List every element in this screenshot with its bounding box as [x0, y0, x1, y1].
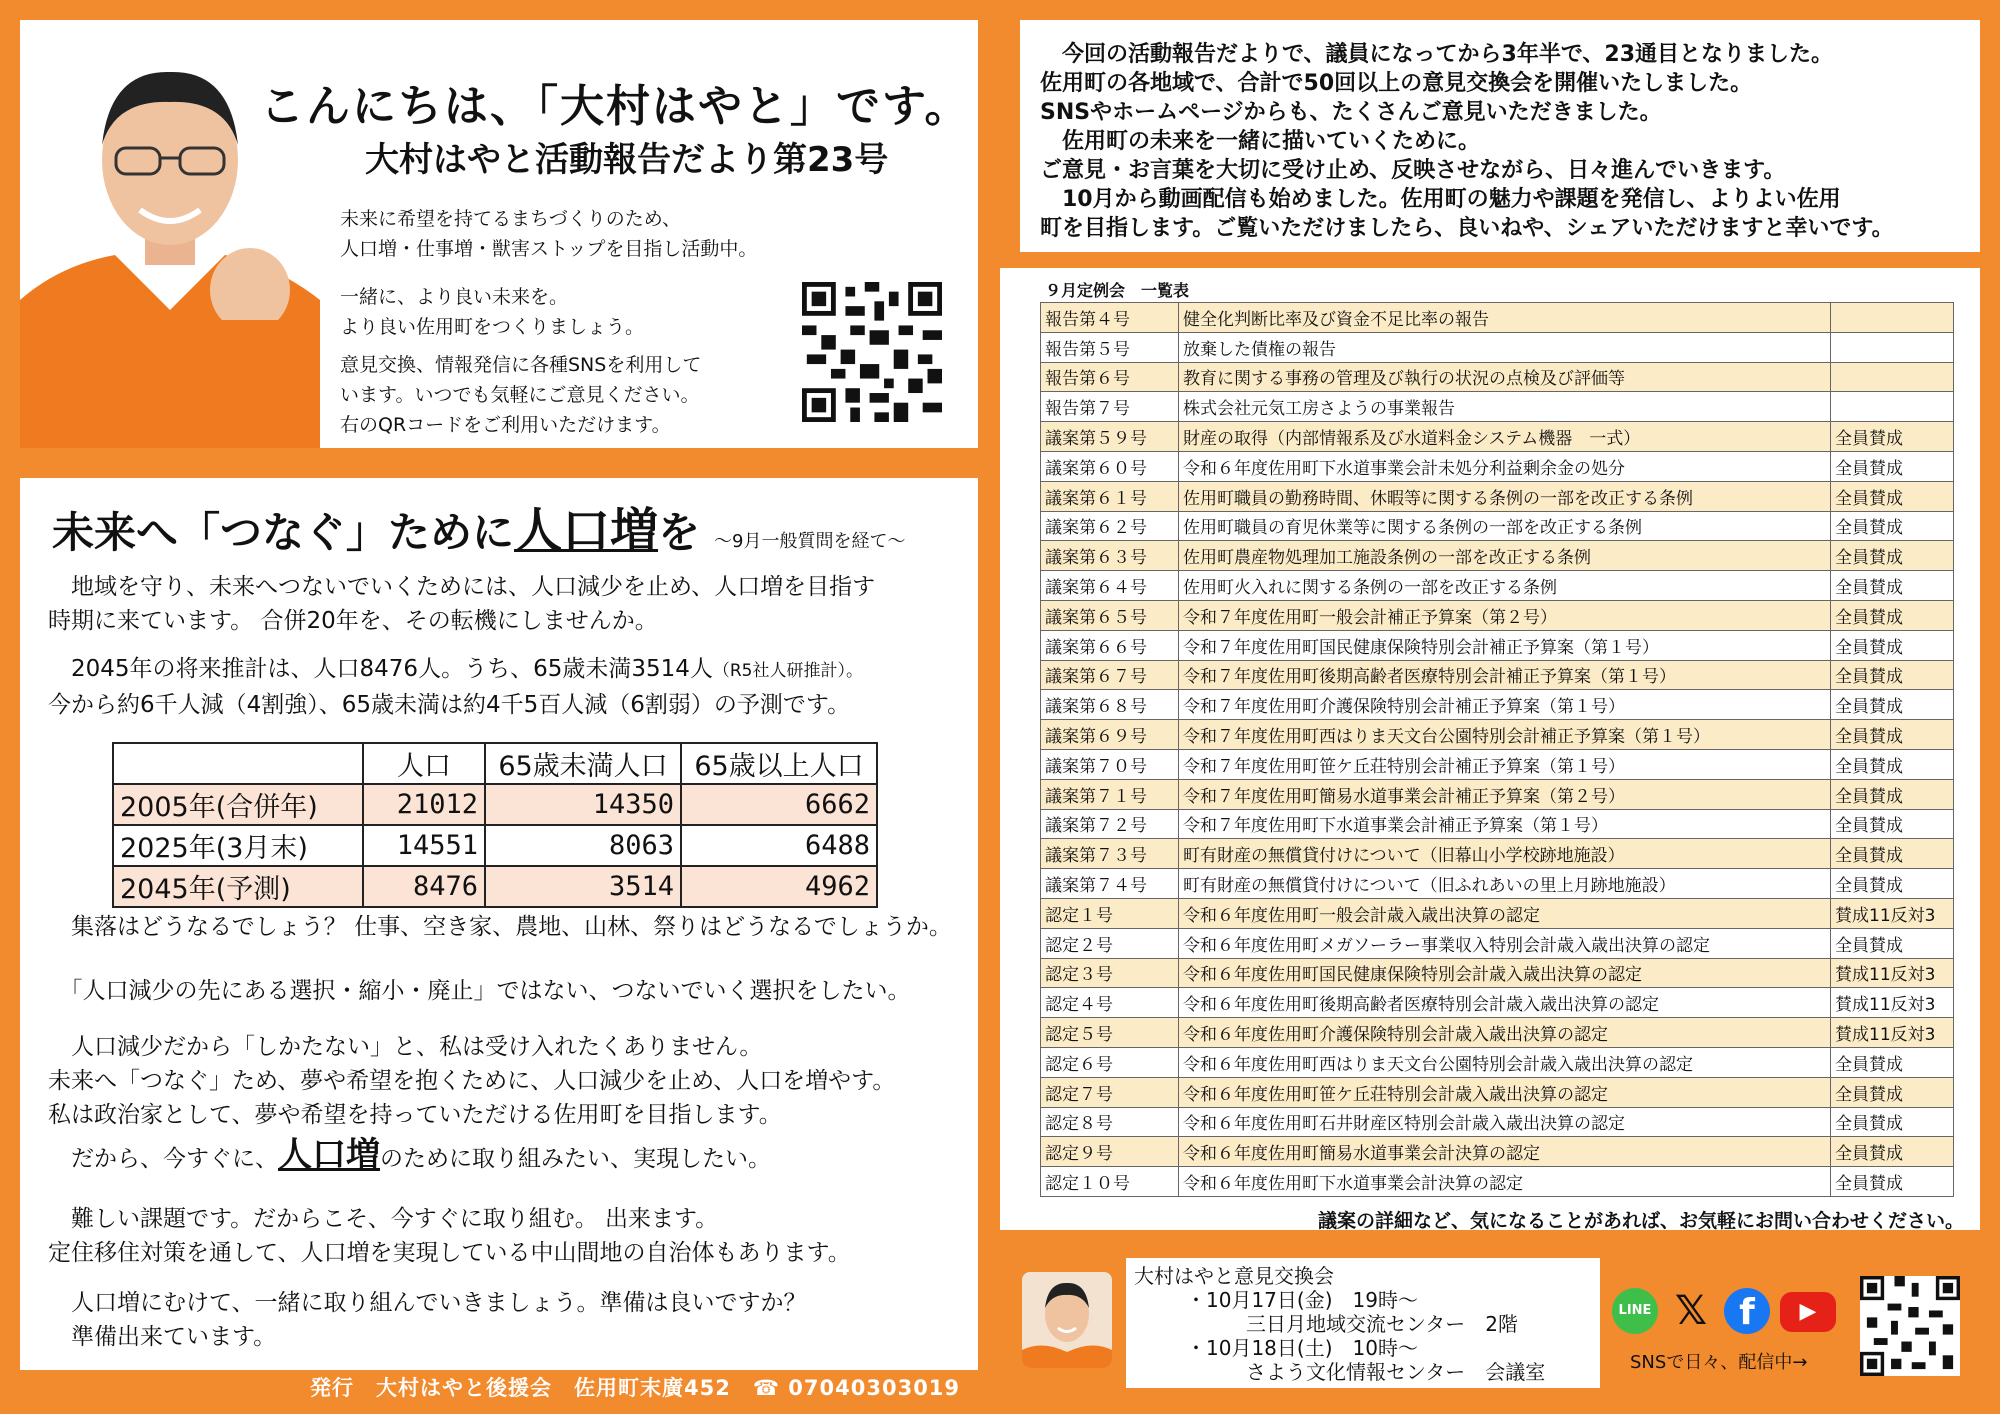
message-line: 佐用町の未来を一緒に描いていくために。 — [1040, 129, 1481, 154]
table-row — [1041, 541, 1954, 571]
table-cell: 21012 — [363, 784, 485, 825]
sns-caption: SNSで日々、配信中→ — [1630, 1352, 1808, 1373]
bill-result: 全員賛成 — [1831, 1167, 1954, 1197]
intro-line: 未来に希望を持てるまちづくりのため、 — [340, 208, 682, 230]
bill-result: 全員賛成 — [1831, 839, 1954, 869]
bill-result: 全員賛成 — [1831, 809, 1954, 839]
article-line: 人口減少だから「しかたない」と、私は受け入れたくありません。 — [48, 1034, 763, 1060]
article-line — [48, 652, 863, 688]
message-line: 今回の活動報告だよりで、議員になってから3年半で、23通目となりました。 — [1040, 42, 1834, 67]
bill-title: 令和７年度佐用町西はりま天文台公園特別会計補正予算案（第１号） — [1179, 720, 1831, 750]
bill-number: 報告第７号 — [1041, 392, 1179, 422]
bills-title: ９月定例会 一覧表 — [1045, 281, 1190, 300]
table-cell: 2005年(合併年) — [113, 784, 363, 825]
table-row — [1041, 451, 1954, 481]
bill-title: 健全化判断比率及び資金不足比率の報告 — [1179, 303, 1831, 333]
bill-title: 令和７年度佐用町笹ケ丘荘特別会計補正予算案（第１号） — [1179, 749, 1831, 779]
bill-number: 議案第７１号 — [1041, 779, 1179, 809]
article-line: 時期に来ています。 合併20年を、その転機にしませんか。 — [48, 608, 658, 634]
meeting-date-2: ・10月18日(土) 10時～ — [1186, 1336, 1418, 1360]
bill-result: 全員賛成 — [1831, 600, 1954, 630]
bill-result: 賛成11反対3 — [1831, 958, 1954, 988]
intro-paragraph-1 — [340, 204, 757, 264]
intro-title: こんにちは、「大村はやと」です。 — [260, 81, 971, 132]
bill-result: 全員賛成 — [1831, 1077, 1954, 1107]
intro-paragraph-2 — [340, 282, 644, 342]
sns-qr-code-icon[interactable] — [1860, 1276, 1960, 1376]
bill-result — [1831, 392, 1954, 422]
bill-title: 放棄した債権の報告 — [1179, 332, 1831, 362]
table-header: 人口 — [363, 743, 485, 784]
table-cell: 8063 — [485, 825, 681, 866]
bill-number: 報告第５号 — [1041, 332, 1179, 362]
bill-result: 全員賛成 — [1831, 749, 1954, 779]
table-header: 65歳未満人口 — [485, 743, 681, 784]
bill-title: 佐用町職員の育児休業等に関する条例の一部を改正する条例 — [1179, 511, 1831, 541]
x-icon[interactable]: 𝕏 — [1674, 1288, 1708, 1334]
table-row — [1041, 332, 1954, 362]
table-cell: 14551 — [363, 825, 485, 866]
table-row — [1041, 898, 1954, 928]
bill-title: 佐用町火入れに関する条例の一部を改正する条例 — [1179, 571, 1831, 601]
bill-number: 議案第６３号 — [1041, 541, 1179, 571]
message-line: 10月から動画配信も始めました。佐用町の魅力や課題を発信し、よりよい佐用 — [1040, 187, 1841, 212]
table-row — [1041, 869, 1954, 899]
source-note: （R5社人研推計）。 — [712, 661, 864, 681]
bill-number: 認定１０号 — [1041, 1167, 1179, 1197]
article-paragraph-1 — [48, 570, 875, 638]
bill-result: 全員賛成 — [1831, 511, 1954, 541]
article-panel — [20, 478, 978, 1370]
intro-subtitle: 大村はやと活動報告だより第23号 — [365, 140, 889, 180]
article-text: のために取り組みたい、実現したい。 — [380, 1146, 771, 1172]
bill-result: 全員賛成 — [1831, 928, 1954, 958]
table-row — [1041, 660, 1954, 690]
message-line: 町を目指します。ご覧いただけましたら、良いねや、シェアいただけますと幸いです。 — [1040, 216, 1894, 241]
candidate-photo-small — [1022, 1272, 1112, 1368]
headline-part1: 未来へ「つなぐ」ために — [52, 508, 515, 557]
bill-result: 全員賛成 — [1831, 1047, 1954, 1077]
table-row — [1041, 1107, 1954, 1137]
bill-number: 報告第６号 — [1041, 362, 1179, 392]
article-line: 未来へ「つなぐ」ため、夢や希望を抱くために、人口減少を止め、人口を増やす。 — [48, 1068, 896, 1094]
table-row — [1041, 362, 1954, 392]
table-row — [1041, 481, 1954, 511]
bill-title: 令和７年度佐用町下水道事業会計補正予算案（第１号） — [1179, 809, 1831, 839]
bill-title: 令和６年度佐用町簡易水道事業会計決算の認定 — [1179, 1137, 1831, 1167]
table-row — [1041, 958, 1954, 988]
bill-number: 議案第６２号 — [1041, 511, 1179, 541]
bill-result — [1831, 332, 1954, 362]
table-row — [1041, 600, 1954, 630]
bill-number: 議案第７２号 — [1041, 809, 1179, 839]
article-line: 今から約6千人減（4割強）、65歳未満は約4千5百人減（6割弱）の予測です。 — [48, 692, 851, 718]
bill-title: 令和７年度佐用町国民健康保険特別会計補正予算案（第１号） — [1179, 630, 1831, 660]
message-panel — [1020, 20, 1980, 252]
bill-number: 認定４号 — [1041, 988, 1179, 1018]
bill-result: 全員賛成 — [1831, 422, 1954, 452]
bill-number: 議案第６１号 — [1041, 481, 1179, 511]
bill-number: 認定６号 — [1041, 1047, 1179, 1077]
article-headline — [52, 492, 906, 561]
bill-title: 令和６年度佐用町メガソーラー事業収入特別会計歳入歳出決算の認定 — [1179, 928, 1831, 958]
article-paragraph-3: 集落はどうなるでしょう？ 仕事、空き家、農地、山林、祭りはどうなるでしょうか。 — [48, 914, 952, 940]
bill-title: 令和６年度佐用町西はりま天文台公園特別会計歳入歳出決算の認定 — [1179, 1047, 1831, 1077]
qr-code-icon[interactable] — [802, 282, 942, 422]
headline-part2: を — [658, 508, 701, 557]
bill-number: 議案第６７号 — [1041, 660, 1179, 690]
bill-result: 全員賛成 — [1831, 541, 1954, 571]
bill-result: 賛成11反対3 — [1831, 988, 1954, 1018]
meeting-date-1: ・10月17日(金) 19時～ — [1186, 1288, 1418, 1312]
table-header: 65歳以上人口 — [681, 743, 877, 784]
meeting-title: 大村はやと意見交換会 — [1134, 1264, 1334, 1288]
table-row — [113, 825, 877, 866]
article-text: だから、今すぐに、 — [48, 1146, 278, 1172]
headline-emphasis: 人口増 — [514, 503, 659, 559]
article-line: 私は政治家として、夢や希望を持っていただける佐用町を目指します。 — [48, 1102, 782, 1128]
bills-panel — [1000, 268, 1980, 1230]
bill-result: 全員賛成 — [1831, 1137, 1954, 1167]
table-cell: 3514 — [485, 866, 681, 907]
table-row — [1041, 392, 1954, 422]
bills-note: 議案の詳細など、気になることがあれば、お気軽にお問い合わせください。 — [1317, 1210, 1964, 1232]
table-row — [1041, 690, 1954, 720]
table-cell: 2025年(3月末) — [113, 825, 363, 866]
bill-title: 財産の取得（内部情報系及び水道料金システム機器 一式） — [1179, 422, 1831, 452]
meeting-venue-1: 三日月地域交流センター 2階 — [1246, 1312, 1518, 1336]
table-row — [1041, 1077, 1954, 1107]
projection-text: 2045年の将来推計は、人口8476人。うち、65歳未満3514人 — [48, 656, 713, 682]
bill-title: 令和６年度佐用町石井財産区特別会計歳入歳出決算の認定 — [1179, 1107, 1831, 1137]
population-table — [112, 742, 878, 908]
message-line: ご意見・お言葉を大切に受け止め、反映させながら、日々進んでいきます。 — [1040, 158, 1786, 183]
article-paragraph-8 — [48, 1286, 807, 1354]
table-cell: 2045年(予測) — [113, 866, 363, 907]
bill-title: 令和７年度佐用町後期高齢者医療特別会計補正予算案（第１号） — [1179, 660, 1831, 690]
table-row — [1041, 720, 1954, 750]
bill-result — [1831, 362, 1954, 392]
bill-result: 全員賛成 — [1831, 571, 1954, 601]
intro-line: 右のQRコードをご利用いただけます。 — [340, 414, 671, 436]
bill-number: 議案第７０号 — [1041, 749, 1179, 779]
table-row — [113, 784, 877, 825]
article-line: 準備出来ています。 — [48, 1324, 277, 1350]
bill-result: 全員賛成 — [1831, 630, 1954, 660]
bill-number: 認定２号 — [1041, 928, 1179, 958]
bill-number: 議案第６５号 — [1041, 600, 1179, 630]
article-line: 難しい課題です。だからこそ、今すぐに取り組む。 出来ます。 — [48, 1206, 719, 1232]
table-row — [1041, 1018, 1954, 1048]
bill-number: 認定７号 — [1041, 1077, 1179, 1107]
bill-number: 議案第７３号 — [1041, 839, 1179, 869]
bill-number: 議案第６０号 — [1041, 451, 1179, 481]
intro-line: 意見交換、情報発信に各種SNSを利用して — [340, 354, 702, 376]
bill-result — [1831, 303, 1954, 333]
bill-title: 令和６年度佐用町下水道事業会計決算の認定 — [1179, 1167, 1831, 1197]
intro-line: より良い佐用町をつくりましょう。 — [340, 316, 645, 338]
table-row — [1041, 809, 1954, 839]
publisher-footer: 発行 大村はやと後援会 佐用町末廣452 ☎ 07040303019 — [310, 1376, 961, 1400]
table-header — [113, 743, 363, 784]
bill-number: 議案第６９号 — [1041, 720, 1179, 750]
bill-result: 全員賛成 — [1831, 451, 1954, 481]
table-row — [1041, 839, 1954, 869]
bill-number: 議案第７４号 — [1041, 869, 1179, 899]
article-paragraph-5 — [48, 1030, 895, 1132]
bill-number: 認定８号 — [1041, 1107, 1179, 1137]
table-row — [113, 866, 877, 907]
table-row — [1041, 511, 1954, 541]
bill-number: 認定３号 — [1041, 958, 1179, 988]
bill-number: 議案第５９号 — [1041, 422, 1179, 452]
bill-title: 令和６年度佐用町下水道事業会計未処分利益剰余金の処分 — [1179, 451, 1831, 481]
article-paragraph-7 — [48, 1202, 851, 1270]
bill-title: 令和６年度佐用町一般会計歳入歳出決算の認定 — [1179, 898, 1831, 928]
bill-result: 全員賛成 — [1831, 1107, 1954, 1137]
bill-result: 全員賛成 — [1831, 779, 1954, 809]
bill-number: 認定９号 — [1041, 1137, 1179, 1167]
youtube-icon[interactable]: ▶ — [1780, 1292, 1836, 1332]
article-line: 人口増にむけて、一緒に取り組んでいきましょう。準備は良いですか？ — [48, 1290, 807, 1316]
table-row — [1041, 779, 1954, 809]
table-row — [1041, 303, 1954, 333]
message-line: SNSやホームページからも、たくさんご意見いただきました。 — [1040, 100, 1662, 125]
article-line: 定住移住対策を通して、人口増を実現している中山間地の自治体もあります。 — [48, 1240, 851, 1266]
bill-title: 令和６年度佐用町笹ケ丘荘特別会計歳入歳出決算の認定 — [1179, 1077, 1831, 1107]
line-icon[interactable]: LINE — [1612, 1288, 1658, 1334]
table-row — [1041, 571, 1954, 601]
article-line: 地域を守り、未来へつないでいくためには、人口減少を止め、人口増を目指す — [48, 574, 876, 600]
bill-number: 認定５号 — [1041, 1018, 1179, 1048]
table-row — [1041, 988, 1954, 1018]
bill-title: 町有財産の無償貸付けについて（旧ふれあいの里上月跡地施設） — [1179, 869, 1831, 899]
meeting-panel — [1126, 1258, 1600, 1388]
message-line: 佐用町の各地域で、合計で50回以上の意見交換会を開催いたしました。 — [1040, 71, 1753, 96]
bill-number: 議案第６４号 — [1041, 571, 1179, 601]
article-paragraph-6 — [48, 1135, 771, 1176]
bill-title: 令和７年度佐用町介護保険特別会計補正予算案（第１号） — [1179, 690, 1831, 720]
article-paragraph-2 — [48, 652, 863, 722]
bill-title: 教育に関する事務の管理及び執行の状況の点検及び評価等 — [1179, 362, 1831, 392]
bill-title: 令和６年度佐用町国民健康保険特別会計歳入歳出決算の認定 — [1179, 958, 1831, 988]
bill-result: 全員賛成 — [1831, 720, 1954, 750]
table-row — [1041, 630, 1954, 660]
table-cell: 14350 — [485, 784, 681, 825]
bills-table — [1040, 302, 1954, 1197]
table-cell: 6488 — [681, 825, 877, 866]
table-cell: 4962 — [681, 866, 877, 907]
table-header-row — [113, 743, 877, 784]
bill-title: 令和６年度佐用町後期高齢者医療特別会計歳入歳出決算の認定 — [1179, 988, 1831, 1018]
intro-panel — [20, 20, 978, 448]
intro-line: います。いつでも気軽にご意見ください。 — [340, 384, 700, 406]
article-paragraph-4: 「人口減少の先にある選択・縮小・廃止」ではない、つないでいく選択をしたい。 — [48, 978, 911, 1004]
meeting-venue-2: さよう文化情報センター 会議室 — [1246, 1360, 1546, 1384]
intro-line: 人口増・仕事増・獣害ストップを目指し活動中。 — [340, 238, 758, 260]
bill-title: 令和６年度佐用町介護保険特別会計歳入歳出決算の認定 — [1179, 1018, 1831, 1048]
table-row — [1041, 422, 1954, 452]
facebook-icon[interactable]: f — [1724, 1288, 1770, 1334]
bill-result: 賛成11反対3 — [1831, 898, 1954, 928]
table-row — [1041, 1137, 1954, 1167]
bill-number: 議案第６８号 — [1041, 690, 1179, 720]
bill-result: 全員賛成 — [1831, 869, 1954, 899]
intro-paragraph-3 — [340, 350, 701, 440]
bill-title: 佐用町農産物処理加工施設条例の一部を改正する条例 — [1179, 541, 1831, 571]
bill-title: 令和７年度佐用町簡易水道事業会計補正予算案（第２号） — [1179, 779, 1831, 809]
bill-number: 認定１号 — [1041, 898, 1179, 928]
table-row — [1041, 928, 1954, 958]
article-emphasis: 人口増 — [278, 1135, 380, 1175]
bill-title: 町有財産の無償貸付けについて（旧幕山小学校跡地施設） — [1179, 839, 1831, 869]
table-cell: 6662 — [681, 784, 877, 825]
bill-result: 全員賛成 — [1831, 660, 1954, 690]
table-cell: 8476 — [363, 866, 485, 907]
bill-title: 令和７年度佐用町一般会計補正予算案（第２号） — [1179, 600, 1831, 630]
table-row — [1041, 1167, 1954, 1197]
table-row — [1041, 749, 1954, 779]
bill-number: 議案第６６号 — [1041, 630, 1179, 660]
bill-title: 株式会社元気工房さようの事業報告 — [1179, 392, 1831, 422]
bill-result: 賛成11反対3 — [1831, 1018, 1954, 1048]
bill-result: 全員賛成 — [1831, 481, 1954, 511]
bill-number: 報告第４号 — [1041, 303, 1179, 333]
bill-result: 全員賛成 — [1831, 690, 1954, 720]
intro-line: 一緒に、より良い未来を。 — [340, 286, 569, 308]
bill-title: 佐用町職員の勤務時間、休暇等に関する条例の一部を改正する条例 — [1179, 481, 1831, 511]
table-row — [1041, 1047, 1954, 1077]
headline-sub: ～9月一般質問を経て～ — [714, 531, 906, 552]
